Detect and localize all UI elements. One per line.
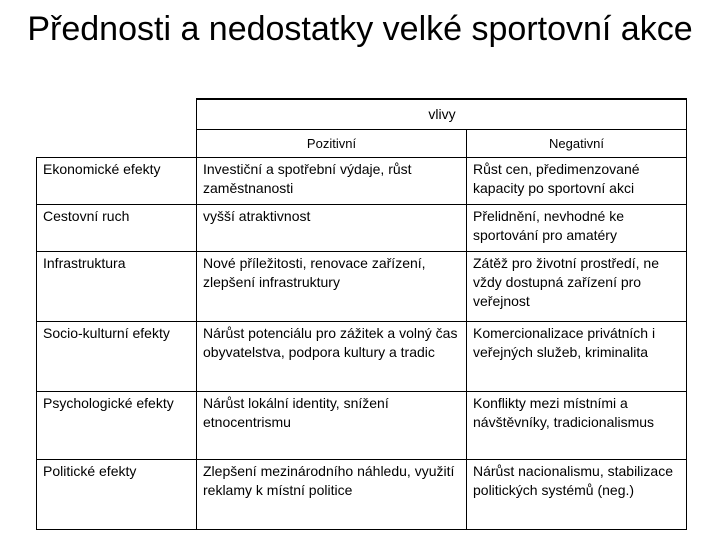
group-header-row: [37, 99, 687, 130]
group-header-vlivy: vlivy: [197, 99, 687, 130]
empty-header-cell: [37, 130, 197, 158]
page-title: Přednosti a nedostatky velké sportovní akce: [27, 10, 693, 48]
table-row: [37, 252, 687, 322]
row-category: Infrastruktura: [37, 252, 197, 322]
table-row: [37, 392, 687, 460]
row-positive: Zlepšení mezinárodního náhledu, využití reklamy k místní politice: [197, 460, 467, 530]
row-negative: Přelidnění, nevhodné ke sportování pro amatéry: [467, 205, 687, 252]
row-category: Socio-kulturní efekty: [37, 322, 197, 392]
row-negative: Růst cen, předimenzované kapacity po sportovní akci: [467, 158, 687, 205]
row-category: Cestovní ruch: [37, 205, 197, 252]
row-negative: Konflikty mezi místními a návštěvníky, tradicionalismus: [467, 392, 687, 460]
row-category: Politické efekty: [37, 460, 197, 530]
row-positive: Nárůst potenciálu pro zážitek a volný čas obyvatelstva, podpora kultury a tradic: [197, 322, 467, 392]
table-row: [37, 322, 687, 392]
row-negative: Komercionalizace privátních i veřejných služeb, kriminalita: [467, 322, 687, 392]
effects-table: [36, 98, 687, 530]
row-positive: Nové příležitosti, renovace zařízení, zlepšení infrastruktury: [197, 252, 467, 322]
column-header-negative: Negativní: [467, 130, 687, 158]
row-positive: Investiční a spotřební výdaje, růst zaměstnanosti: [197, 158, 467, 205]
row-category: Ekonomické efekty: [37, 158, 197, 205]
column-header-row: [37, 130, 687, 158]
row-positive: Nárůst lokální identity, snížení etnocentrismu: [197, 392, 467, 460]
table-row: [37, 460, 687, 530]
row-category: Psychologické efekty: [37, 392, 197, 460]
table-row: [37, 205, 687, 252]
table-row: [37, 158, 687, 205]
empty-corner-cell: [37, 99, 197, 130]
row-negative: Zátěž pro životní prostředí, ne vždy dostupná zařízení pro veřejnost: [467, 252, 687, 322]
column-header-positive: Pozitivní: [197, 130, 467, 158]
row-negative: Nárůst nacionalismu, stabilizace politických systémů (neg.): [467, 460, 687, 530]
row-positive: vyšší atraktivnost: [197, 205, 467, 252]
